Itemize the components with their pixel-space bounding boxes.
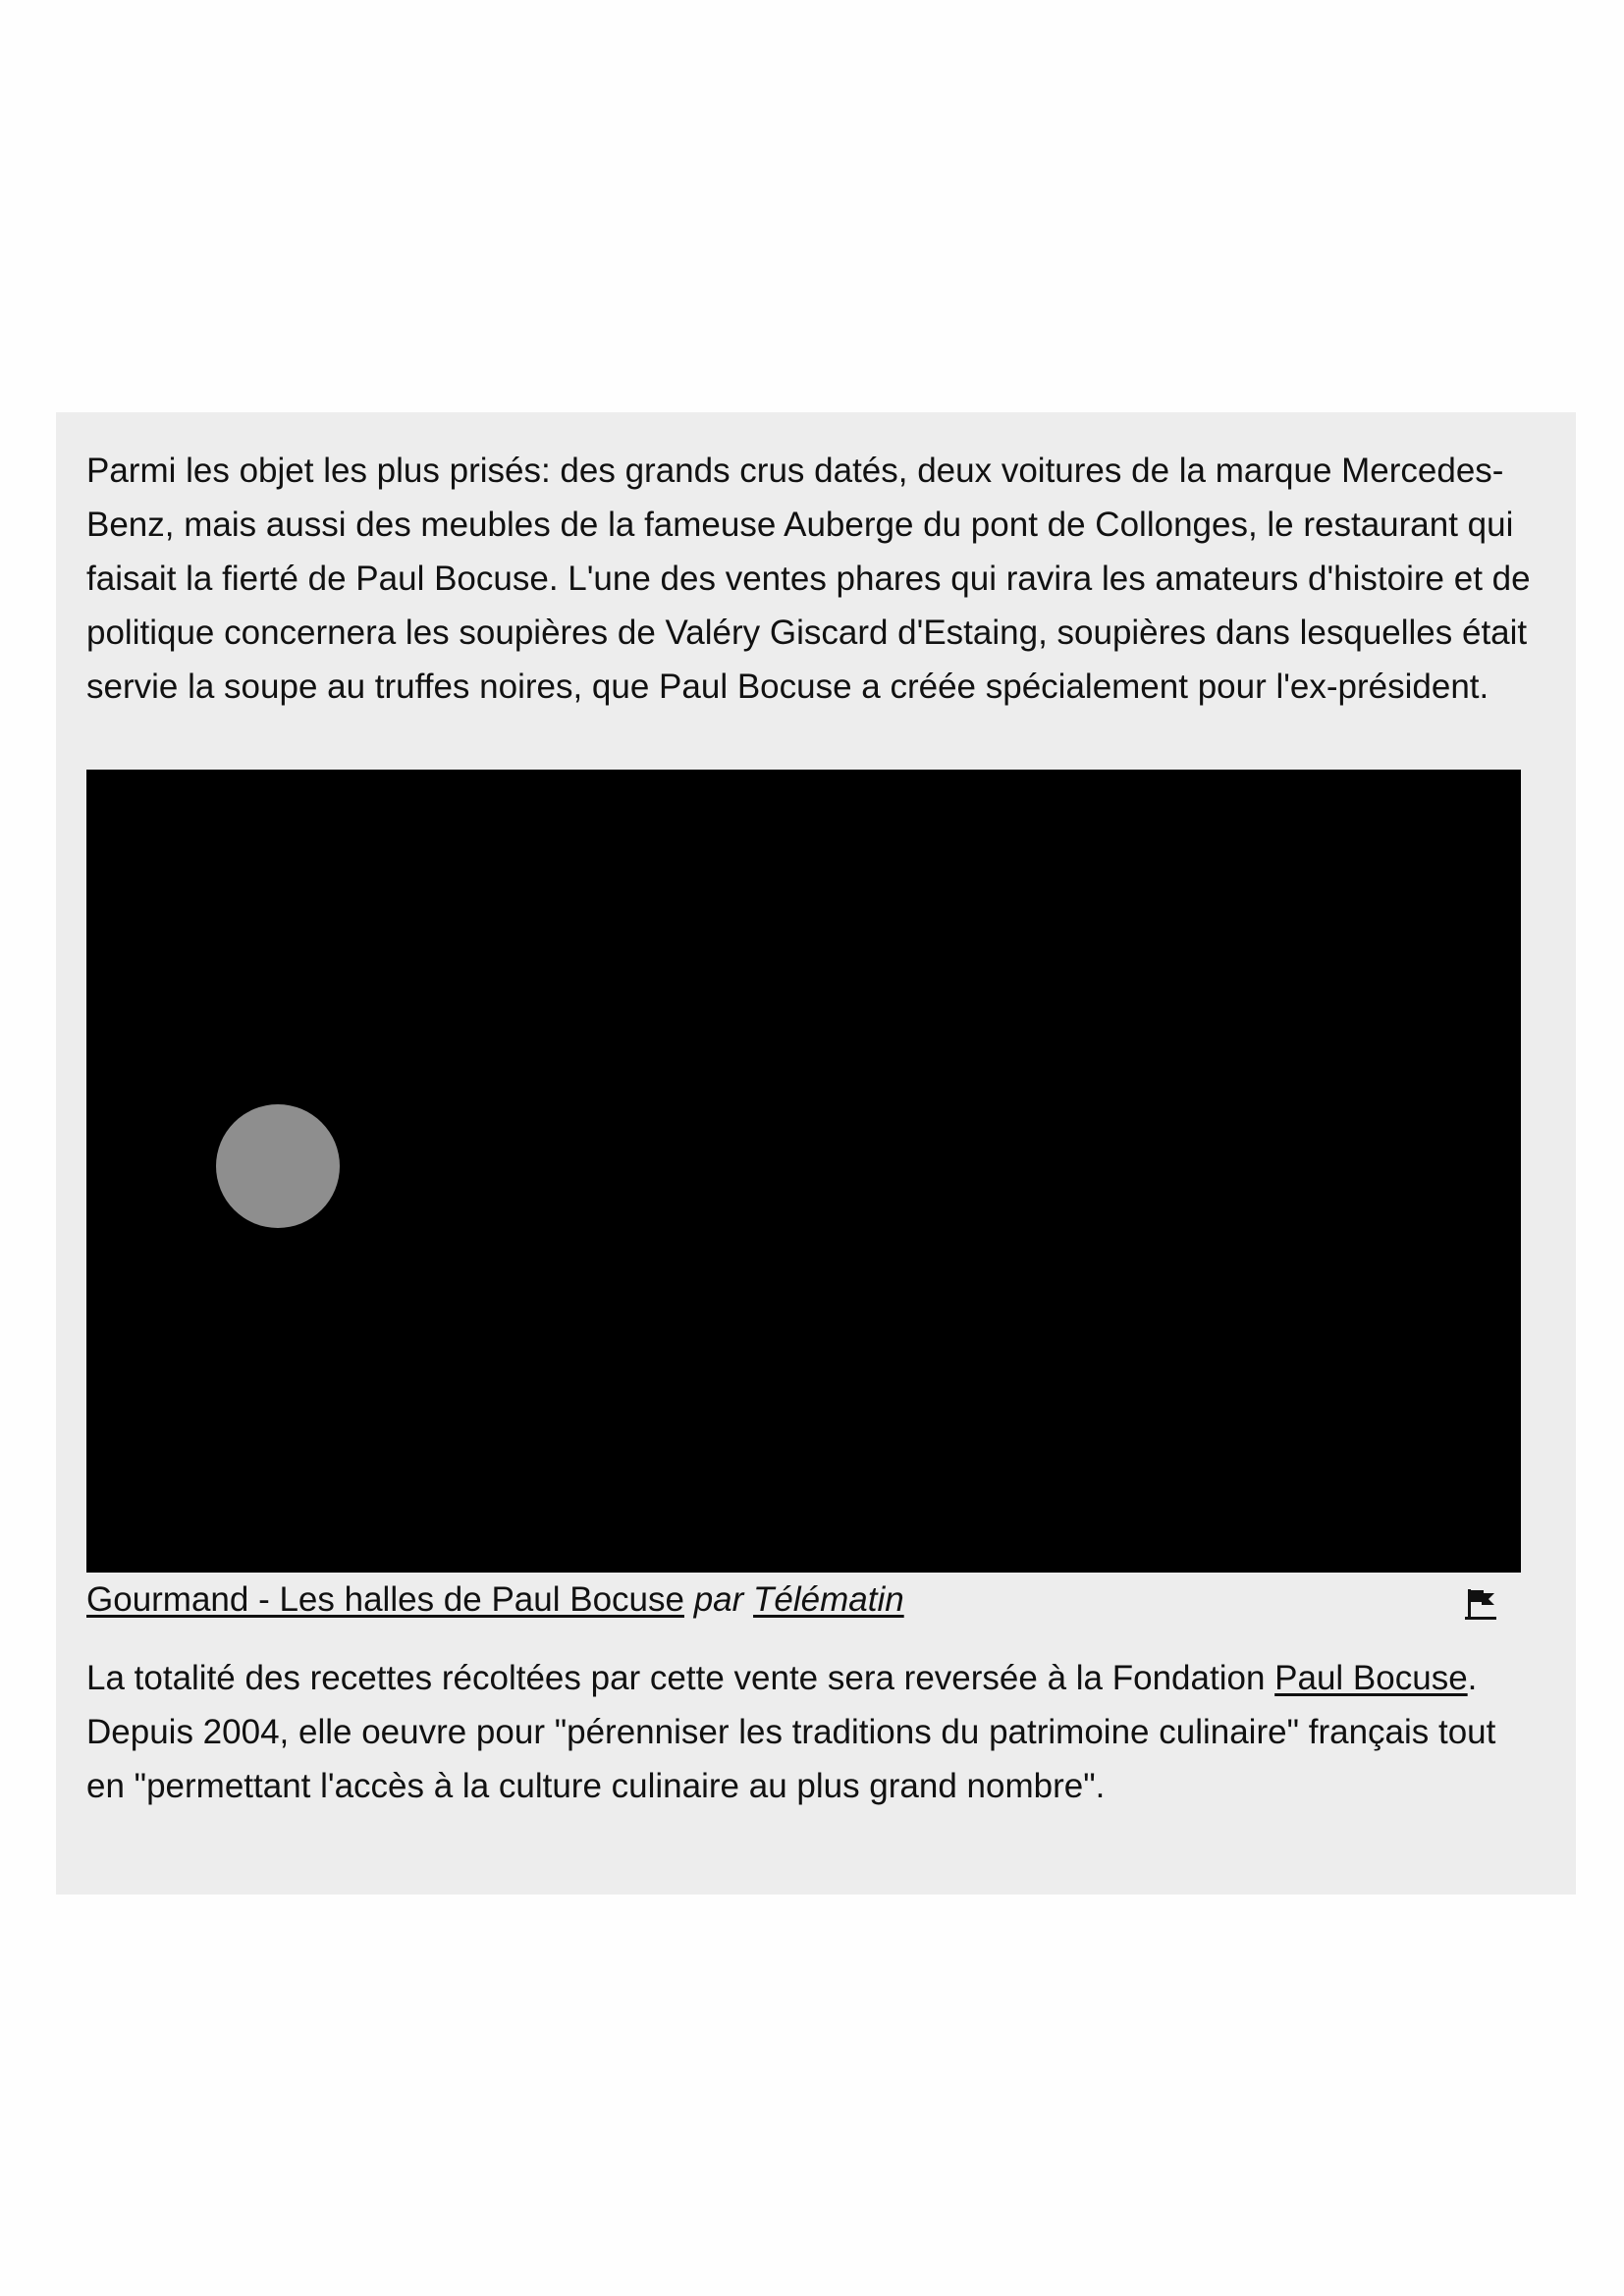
paragraph-text: La totalité des recettes récoltées par cette vente sera reversée à la Fondation [86, 1659, 1275, 1697]
video-by-label: par [693, 1580, 744, 1619]
report-flag-button[interactable] [1462, 1582, 1499, 1618]
paragraph-text: . Depuis 2004, elle oeuvre pour "pérenniser les traditions du patrimoine culinaire" français tout en "permettant l'accès à la culture culinaire au plus grand nombre". [86, 1659, 1496, 1805]
video-channel-link[interactable]: Télématin [753, 1580, 904, 1619]
loading-spinner-icon [216, 1104, 340, 1228]
flag-icon [1462, 1585, 1499, 1621]
article-content [56, 412, 1576, 1895]
paul-bocuse-link[interactable]: Paul Bocuse [1274, 1659, 1468, 1697]
article-paragraph: Parmi les objet les plus prisés: des grands crus datés, deux voitures de la marque Mercedes-Benz, mais aussi des meubles de la fameuse Auberge du pont de Collonges, le restaurant qui faisait la fierté de Paul Bocuse. L'une des ventes phares qui ravira les amateurs d'histoire et de politique concernera les soupières de Valéry Giscard d'Estaing, soupières dans lesquelles était servie la soupe au truffes noires, que Paul Bocuse a créée spécialement pour l'ex-président. [86, 452, 1531, 706]
video-caption [86, 1573, 1521, 1641]
article-paragraph [86, 1651, 1540, 1813]
video-player[interactable] [86, 770, 1521, 1573]
video-title-link[interactable]: Gourmand - Les halles de Paul Bocuse [86, 1580, 684, 1619]
